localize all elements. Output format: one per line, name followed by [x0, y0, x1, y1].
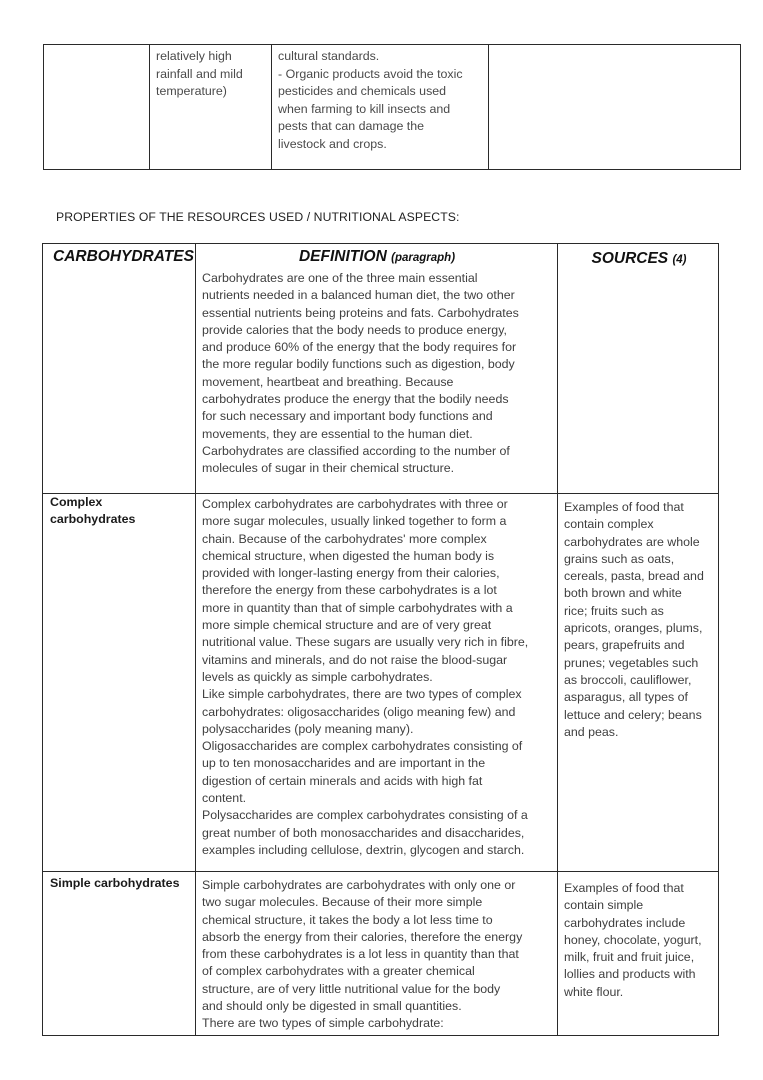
- cell-text: [44, 45, 149, 51]
- row-divider: [43, 871, 718, 872]
- intro-definition: Carbohydrates are one of the three main essential nutrients needed in a balanced human diet, the two other essential nutrients being proteins and fats. Carbohydrates provide calories that the body needs to produce energy, and produce 60% of the energy that the body requires for the more regular bodily functions such as digestion, body movement, heartbeat and breathing. Because carbohydrates produce the energy that the bodily needs for such necessary and important body functions and movements, they are essential to the human diet. Carbohydrates are classified according to the number of molecules of sugar in their chemical structure.: [202, 271, 519, 476]
- header-definition-note: (paragraph): [391, 252, 456, 264]
- header-sources-note: (4): [672, 254, 687, 266]
- table-cell: [150, 45, 272, 169]
- carbohydrates-table: [42, 243, 719, 1036]
- climate-cell-text: relatively high rainfall and mild temperature): [156, 49, 243, 98]
- header-definition: [196, 248, 558, 266]
- column-divider: [557, 244, 558, 1035]
- table-cell: [44, 45, 150, 169]
- row-label-simple: Simple carbohydrates: [50, 876, 180, 890]
- table-cell: [489, 45, 742, 169]
- header-carbohydrates: CARBOHYDRATES: [53, 248, 194, 265]
- organic-cell-text: cultural standards. - Organic products avoid the toxic pesticides and chemicals used when farming to kill insects and pests that can damage the livestock and crops.: [278, 49, 463, 151]
- cell-text: [489, 45, 742, 51]
- definition-complex: Complex carbohydrates are carbohydrates with three or more sugar molecules, usually linked together to form a chain. Because of the carbohydrates' more complex chemical structure, when digested the human body is provided with longer-lasting energy from their calories, therefore the energy from these carbohydrates is a lot more in quantity than that of simple carbohydrates with a more simple chemical structure and are of very great nutritional value. These sugars are usually very rich in fibre, vitamins and minerals, and do not raise the blood-sugar levels as quickly as simple carbohydrates. Like simple carbohydrates, there are two types of complex carbohydrates: oligosaccharides (oligo meaning few) and polysaccharides (poly meaning many). Oligosaccharides are complex carbohydrates consisting of up to ten monosaccharides and are important in the digestion of certain minerals and acids with high fat content. Polysaccharides are complex carbohydrates consisting of a great number of both monosaccharides and disaccharides, examples including cellulose, dextrin, glycogen and starch.: [202, 497, 529, 857]
- header-definition-label: DEFINITION: [298, 248, 387, 265]
- sources-simple: Examples of food that contain simple carbohydrates include honey, chocolate, yogurt, milk, fruit and fruit juice, lollies and products with white flour.: [564, 881, 702, 999]
- continued-table: [43, 44, 741, 170]
- sources-complex: Examples of food that contain complex carbohydrates are whole grains such as oats, cereals, pasta, bread and both brown and white rice; fruits such as apricots, oranges, plums, pears, grapefruits and prunes; vegetables such as broccoli, cauliflower, asparagus, all types of lettuce and celery; beans and peas.: [564, 500, 704, 739]
- header-sources-label: SOURCES: [591, 250, 669, 267]
- column-divider: [195, 244, 196, 1035]
- definition-simple: Simple carbohydrates are carbohydrates with only one or two sugar molecules. Because of their more simple chemical structure, it takes the body a lot less time to absorb the energy from their calories, therefore the energy from these carbohydrates is a lot less in quantity than that of complex carbohydrates with a greater chemical structure, are of very little nutritional value for the body and should only be digested in small quantities. There are two types of simple carbohydrate:: [202, 878, 523, 1031]
- section-heading: PROPERTIES OF THE RESOURCES USED / NUTRITIONAL ASPECTS:: [56, 210, 460, 224]
- row-divider: [43, 493, 718, 494]
- table-cell: [272, 45, 489, 169]
- row-label-complex: Complex carbohydrates: [50, 495, 136, 527]
- header-sources: [558, 250, 720, 268]
